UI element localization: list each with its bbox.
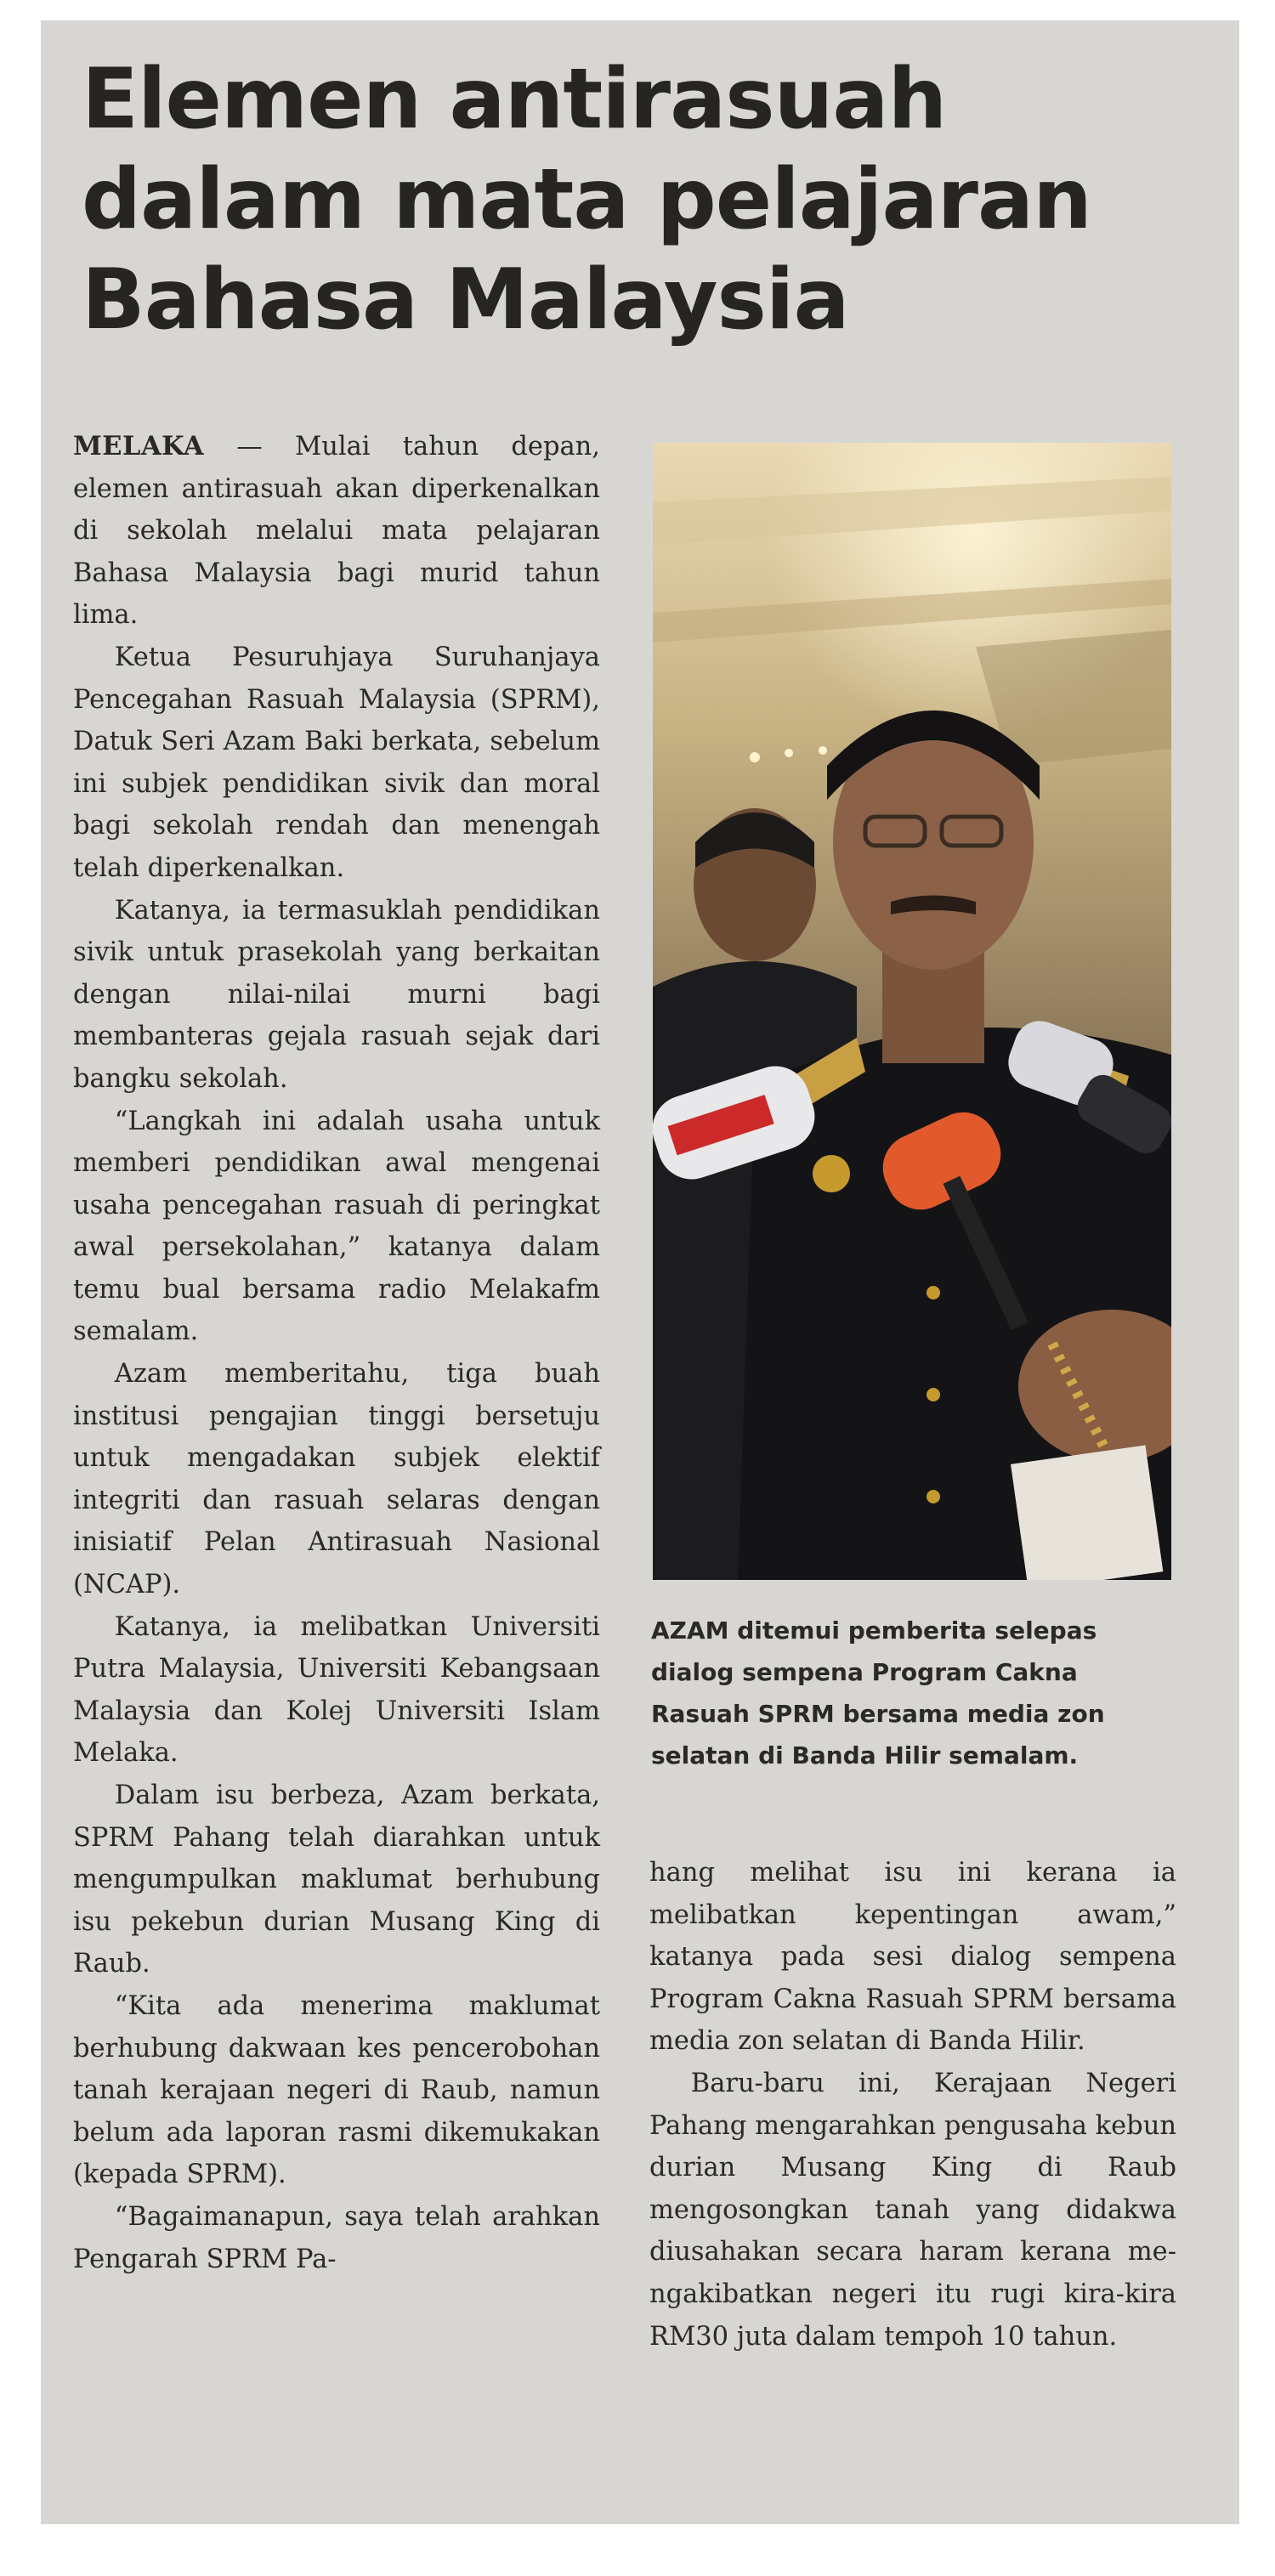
- news-photo: [653, 443, 1171, 1580]
- dateline-separator: —: [204, 432, 295, 461]
- article-paragraph: Katanya, ia termasuklah pendidikan sivik untuk prasekolah yang berkaitan dengan nilai-nilai murni bagi membanteras gejala rasuah sejak dari bangku sekolah.: [73, 895, 600, 1094]
- headline-line-3: Bahasa Malaysia: [82, 252, 849, 348]
- headline-line-1: Elemen antirasuah: [82, 51, 947, 148]
- article-paragraph: “Langkah ini adalah usaha untuk memberi pendidikan awal mengenai usaha pencegahan rasuah di peringkat awal persekolahan,” katanya dalam temu bual bersama radio Melakafm semalam.: [73, 1106, 600, 1347]
- article-column-left: [73, 426, 600, 2280]
- article-paragraph: hang melihat isu ini kerana ia melibatkan kepentingan awam,” katanya pada sesi dialog sempena Program Cakna Rasuah SPRM bersama media zon selatan di Banda Hilir.: [649, 1858, 1176, 2057]
- article-paragraph: Ketua Pesuruhjaya Suruhanjaya Pencegahan Rasuah Malaysia (SPRM), Datuk Seri Azam Baki berkata, sebelum ini subjek pendidikan sivik dan moral bagi sekolah rendah dan menengah telah diperkenalkan.: [73, 642, 600, 883]
- article-paragraph: Katanya, ia melibatkan Universiti Putra Malaysia, Universiti Kebangsaan Malaysia dan Kolej Universiti Islam Melaka.: [73, 1611, 600, 1769]
- photo-illustration: [653, 443, 1171, 1580]
- article-paragraph: [73, 426, 600, 637]
- paragraph-text: Mulai tahun depan, elemen antirasuah akan diperkenalkan di sekolah melalui mata pelajaran Bahasa Malaysia bagi murid tahun lima.: [73, 432, 600, 631]
- article-column-right: [649, 1852, 1176, 2358]
- caption-lead: AZAM: [651, 1616, 729, 1645]
- dateline: MELAKA: [73, 431, 205, 461]
- photo-caption: [651, 1610, 1182, 1776]
- headline: [82, 49, 1187, 350]
- article-paragraph: “Kita ada menerima maklumat berhubung dakwaan kes pencerobohan tanah kerajaan negeri di Raub, namun belum ada laporan rasmi dikemukakan (kepada SPRM).: [73, 1990, 600, 2190]
- article-paragraph: Baru-baru ini, Kerajaan Negeri Pahang mengarahkan pengusaha kebun durian Musang King di Raub mengosongkan tanah yang didakwa diusahakan secara haram kerana mengakibatkan negeri itu rugi kira-kira RM30 juta dalam tempoh 10 tahun.: [649, 2068, 1176, 2352]
- article-paragraph: Dalam isu berbeza, Azam berkata, SPRM Pahang telah diarahkan untuk mengumpulkan maklumat berhubung isu pekebun durian Musang King di Raub.: [73, 1781, 600, 1979]
- caption-text: ditemui pemberita selepas dialog sempena Program Cakna Rasuah SPRM bersama media zon selatan di Banda Hilir semalam.: [651, 1616, 1105, 1769]
- article-paragraph: “Bagaimanapun, saya telah arahkan Pengarah SPRM Pa-: [73, 2201, 600, 2274]
- headline-line-2: dalam mata pelajaran: [82, 151, 1091, 248]
- newspaper-clipping: [41, 20, 1239, 2524]
- article-paragraph: Azam memberitahu, tiga buah institusi pengajian tinggi bersetuju untuk mengadakan subjek elektif integriti dan rasuah selaras dengan inisiatif Pelan Antirasuah Nasional (NCAP).: [73, 1359, 600, 1600]
